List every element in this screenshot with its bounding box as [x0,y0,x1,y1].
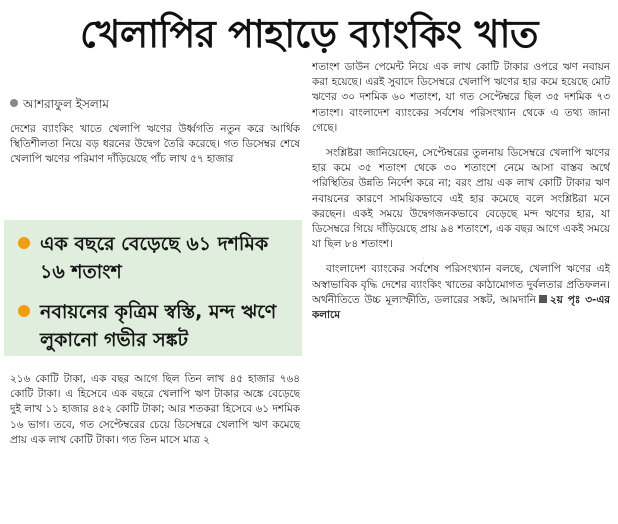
intro-text: দেশের ব্যাংকিং খাতে খেলাপি ঋণের উর্ধ্বগতি নতুন করে আর্থিক স্থিতিশীলতা নিয়ে বড় ধরনের উদ্বেগ তৈরি করেছে। গত ডিসেম্বর শেষে খেলাপি ঋণের পরিমাণ দাঁড়িয়েছে পাঁচ লাখ ৫৭ হাজার [10,123,300,166]
highlight-box [4,220,302,356]
right-column [312,60,610,520]
highlight-item [18,230,292,286]
headline: খেলাপির পাহাড়ে ব্যাংকিং খাত [79,12,538,56]
author-name: আশরাফুল ইসলাম [23,97,109,111]
highlight-item [18,298,292,354]
square-bullet-icon [539,295,547,303]
body-text: ২১৬ কোটি টাকা, এক বছর আগে ছিল তিন লাখ ৪৫ হাজার ৭৬৪ কোটি টাকা। এ হিসেবে এক বছরে খেলাপি ঋণ টাকার অঙ্কে বেড়েছে দুই লাখ ১১ হাজার ৪৫২ কোটি টাকা; আর শতকরা হিসেবে ৬১ দশমিক ১৬ ভাগ। তবে, গত সেপ্টেম্বরের চেয়ে ডিসেম্বরে খেলাপি ঋণ কমেছে প্রায় এক লাখ কোটি টাকা। গত তিন মাসে মাত্র ২ [10,373,300,446]
left-column-continuation [10,372,300,520]
body-paragraph [312,262,610,323]
orange-bullet-icon [18,305,30,317]
body-paragraph: শতাংশ ডাউন পেমেন্ট নিয়ে এক লাখ কোটি টাকার ওপরে ঋণ নবায়ন করা হয়েছে। এরই সুবাদে ডিসেম্বরে খেলাপি ঋণের হার কমে হয়েছে মোট ঋণের ৩০ দশমিক ৬০ শতাংশ, যা গত সেপ্টেম্বরে ছিল ৩৫ দশমিক ৭৩ শতাংশ। বাংলাদেশ ব্যাংকের সর্বশেষ পরিসংখ্যান থেকে এ তথ্য জানা গেছে। [312,61,610,134]
intro-paragraph [10,122,300,216]
body-text: বাংলাদেশ ব্যাংকের সর্বশেষ পরিসংখ্যান বলছে, খেলাপি ঋণের এই অস্বাভাবিক বৃদ্ধি দেশের ব্যাংকিং খাতের কাঠামোগত দুর্বলতার প্রতিফলন। অর্থনীতিতে উচ্চ মূল্যস্ফীতি, ডলারের সঙ্কট, আমদানি [312,263,610,306]
highlight-text: নবায়নের কৃত্রিম স্বস্তি, মন্দ ঋণে লুকানো গভীর সঙ্কট [40,301,277,351]
highlight-text: এক বছরে বেড়েছে ৬১ দশমিক ১৬ শতাংশ [40,233,269,283]
byline [10,96,109,112]
byline-bullet-icon [10,99,18,107]
orange-bullet-icon [18,237,30,249]
continued-label: ২য় পৃঃ ৩-এর কলামে [312,293,610,322]
body-paragraph: সংশ্লিষ্টরা জানিয়েছেন, সেপ্টেম্বরের তুলনায় ডিসেম্বরে খেলাপি ঋণের হার কমে ৩৫ শতাংশ থেকে ৩০ শতাংশে নেমে আসা বাস্তব অর্থে পরিস্থিতির উন্নতি নির্দেশ করে না; বরং প্রায় এক লাখ কোটি টাকার ঋণ নবায়নের কারণে সাময়িকভাবে এই হার কমেছে বলে সংশ্লিষ্টরা মনে করছেন। একই সময়ে উদ্বেগজনকভাবে বেড়েছে মন্দ ঋণের হার, যা ডিসেম্বরে গিয়ে দাঁড়িয়েছে প্রায় ৯৪ শতাংশে, এক বছর আগে একই সময়ে যা ছিল ৮৪ শতাংশ। [312,147,610,251]
